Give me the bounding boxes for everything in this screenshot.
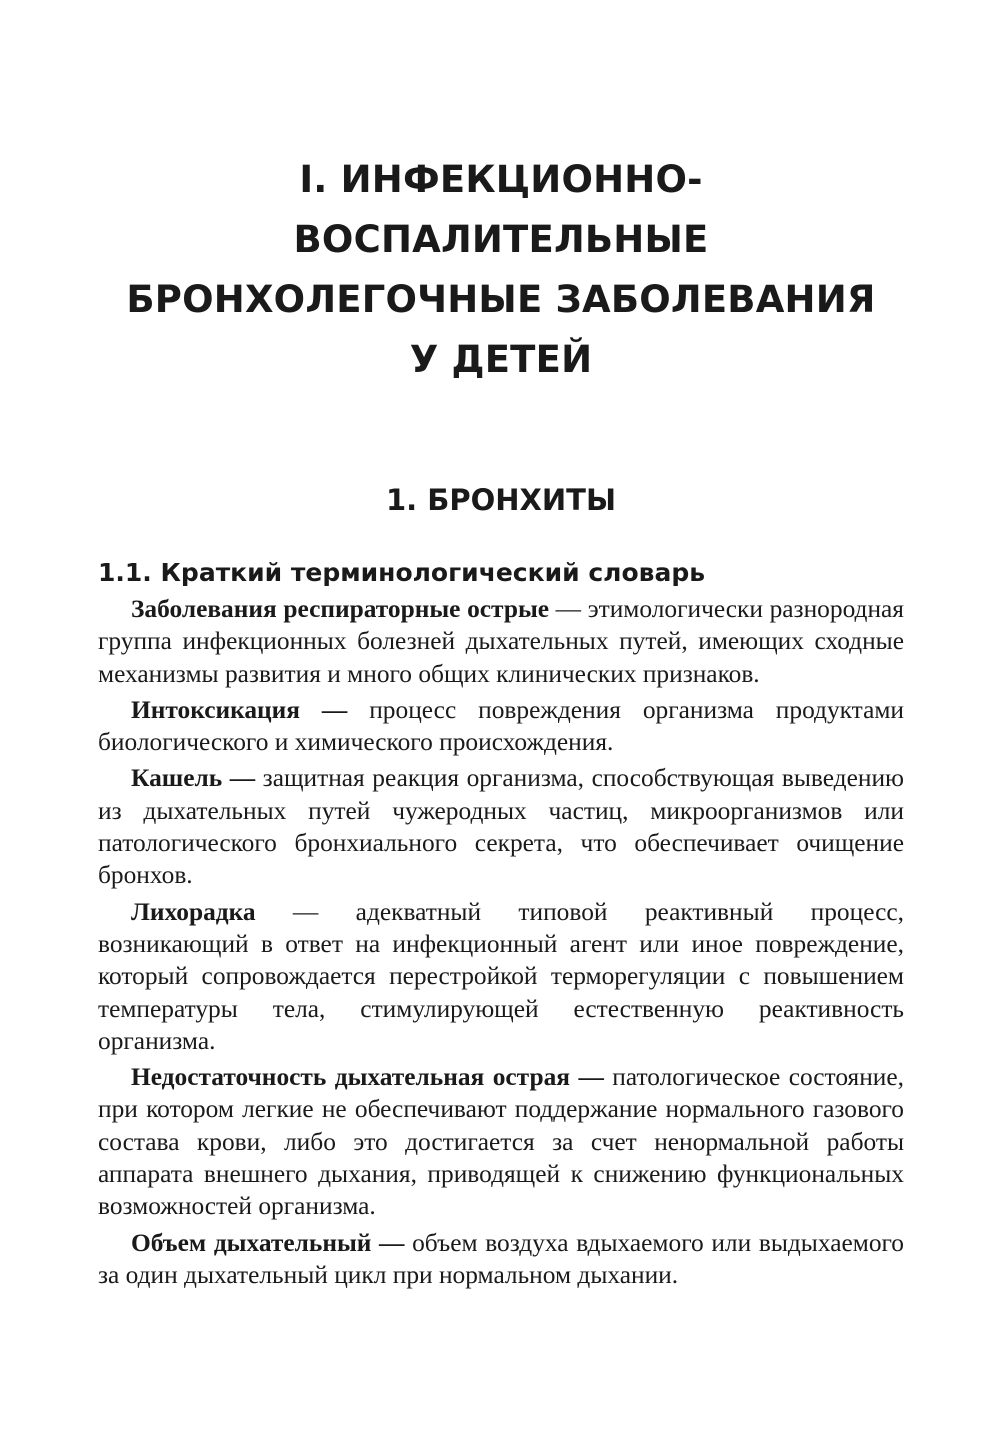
glossary-definition: — этимологически разнородная группа инфекционных болезней дыхательных путей, имеющих сходные механизмы развития и много общих клинических признаков. xyxy=(98,595,904,688)
glossary-term: Заболевания респираторные острые xyxy=(131,595,550,623)
glossary-term: Кашель — xyxy=(131,764,256,793)
glossary-term: Лихорадка xyxy=(131,897,256,926)
glossary-definition: объем воздуха вдыхаемого или выдыхаемого за один дыхательный цикл при нормальном дыхании. xyxy=(98,1228,904,1289)
chapter-title xyxy=(98,150,904,390)
section-title: 1. БРОНХИТЫ xyxy=(385,483,617,517)
chapter-title-line: БРОНХОЛЕГОЧНЫЕ ЗАБОЛЕВАНИЯ xyxy=(126,278,876,321)
glossary-entry xyxy=(98,1227,904,1292)
glossary-term: Недостаточность дыхательная острая — xyxy=(131,1063,604,1092)
glossary-definition: патологическое состояние, при котором легкие не обеспечивают поддержание нормального газового состава крови, либо это достигается за счет ненормальной работы аппарата внешнего дыхания, приводящей к снижению функциональных возможностей организма. xyxy=(98,1063,904,1221)
subsection-title: 1.1. Краткий терминологический словарь xyxy=(98,558,706,587)
book-page xyxy=(98,0,904,1433)
glossary-term: Объем дыхательный — xyxy=(131,1228,405,1257)
glossary-entry xyxy=(98,1061,904,1222)
glossary-entry xyxy=(98,896,904,1057)
glossary xyxy=(98,593,904,1295)
glossary-definition: защитная реакция организма, способствующая выведению из дыхательных путей чужеродных частиц, микроорганизмов или патологического бронхиального секрета, что обеспечивает очищение бронхов. xyxy=(98,764,904,890)
glossary-term: Интоксикация — xyxy=(131,695,348,724)
glossary-entry xyxy=(98,694,904,759)
chapter-title-line: У ДЕТЕЙ xyxy=(409,338,593,381)
chapter-title-line: I. ИНФЕКЦИОННО-ВОСПАЛИТЕЛЬНЫЕ xyxy=(293,158,709,261)
glossary-entry xyxy=(98,593,904,690)
glossary-definition: — адекватный типовой реактивный процесс, возникающий в ответ на инфекционный агент или иное повреждение, который сопровождается перестройкой терморегуляции с повышением температуры тела, стимулирующей естественную реактивность организма. xyxy=(98,897,904,1055)
glossary-entry xyxy=(98,762,904,891)
glossary-definition: процесс повреждения организма продуктами биологического и химического происхождения. xyxy=(98,695,904,757)
